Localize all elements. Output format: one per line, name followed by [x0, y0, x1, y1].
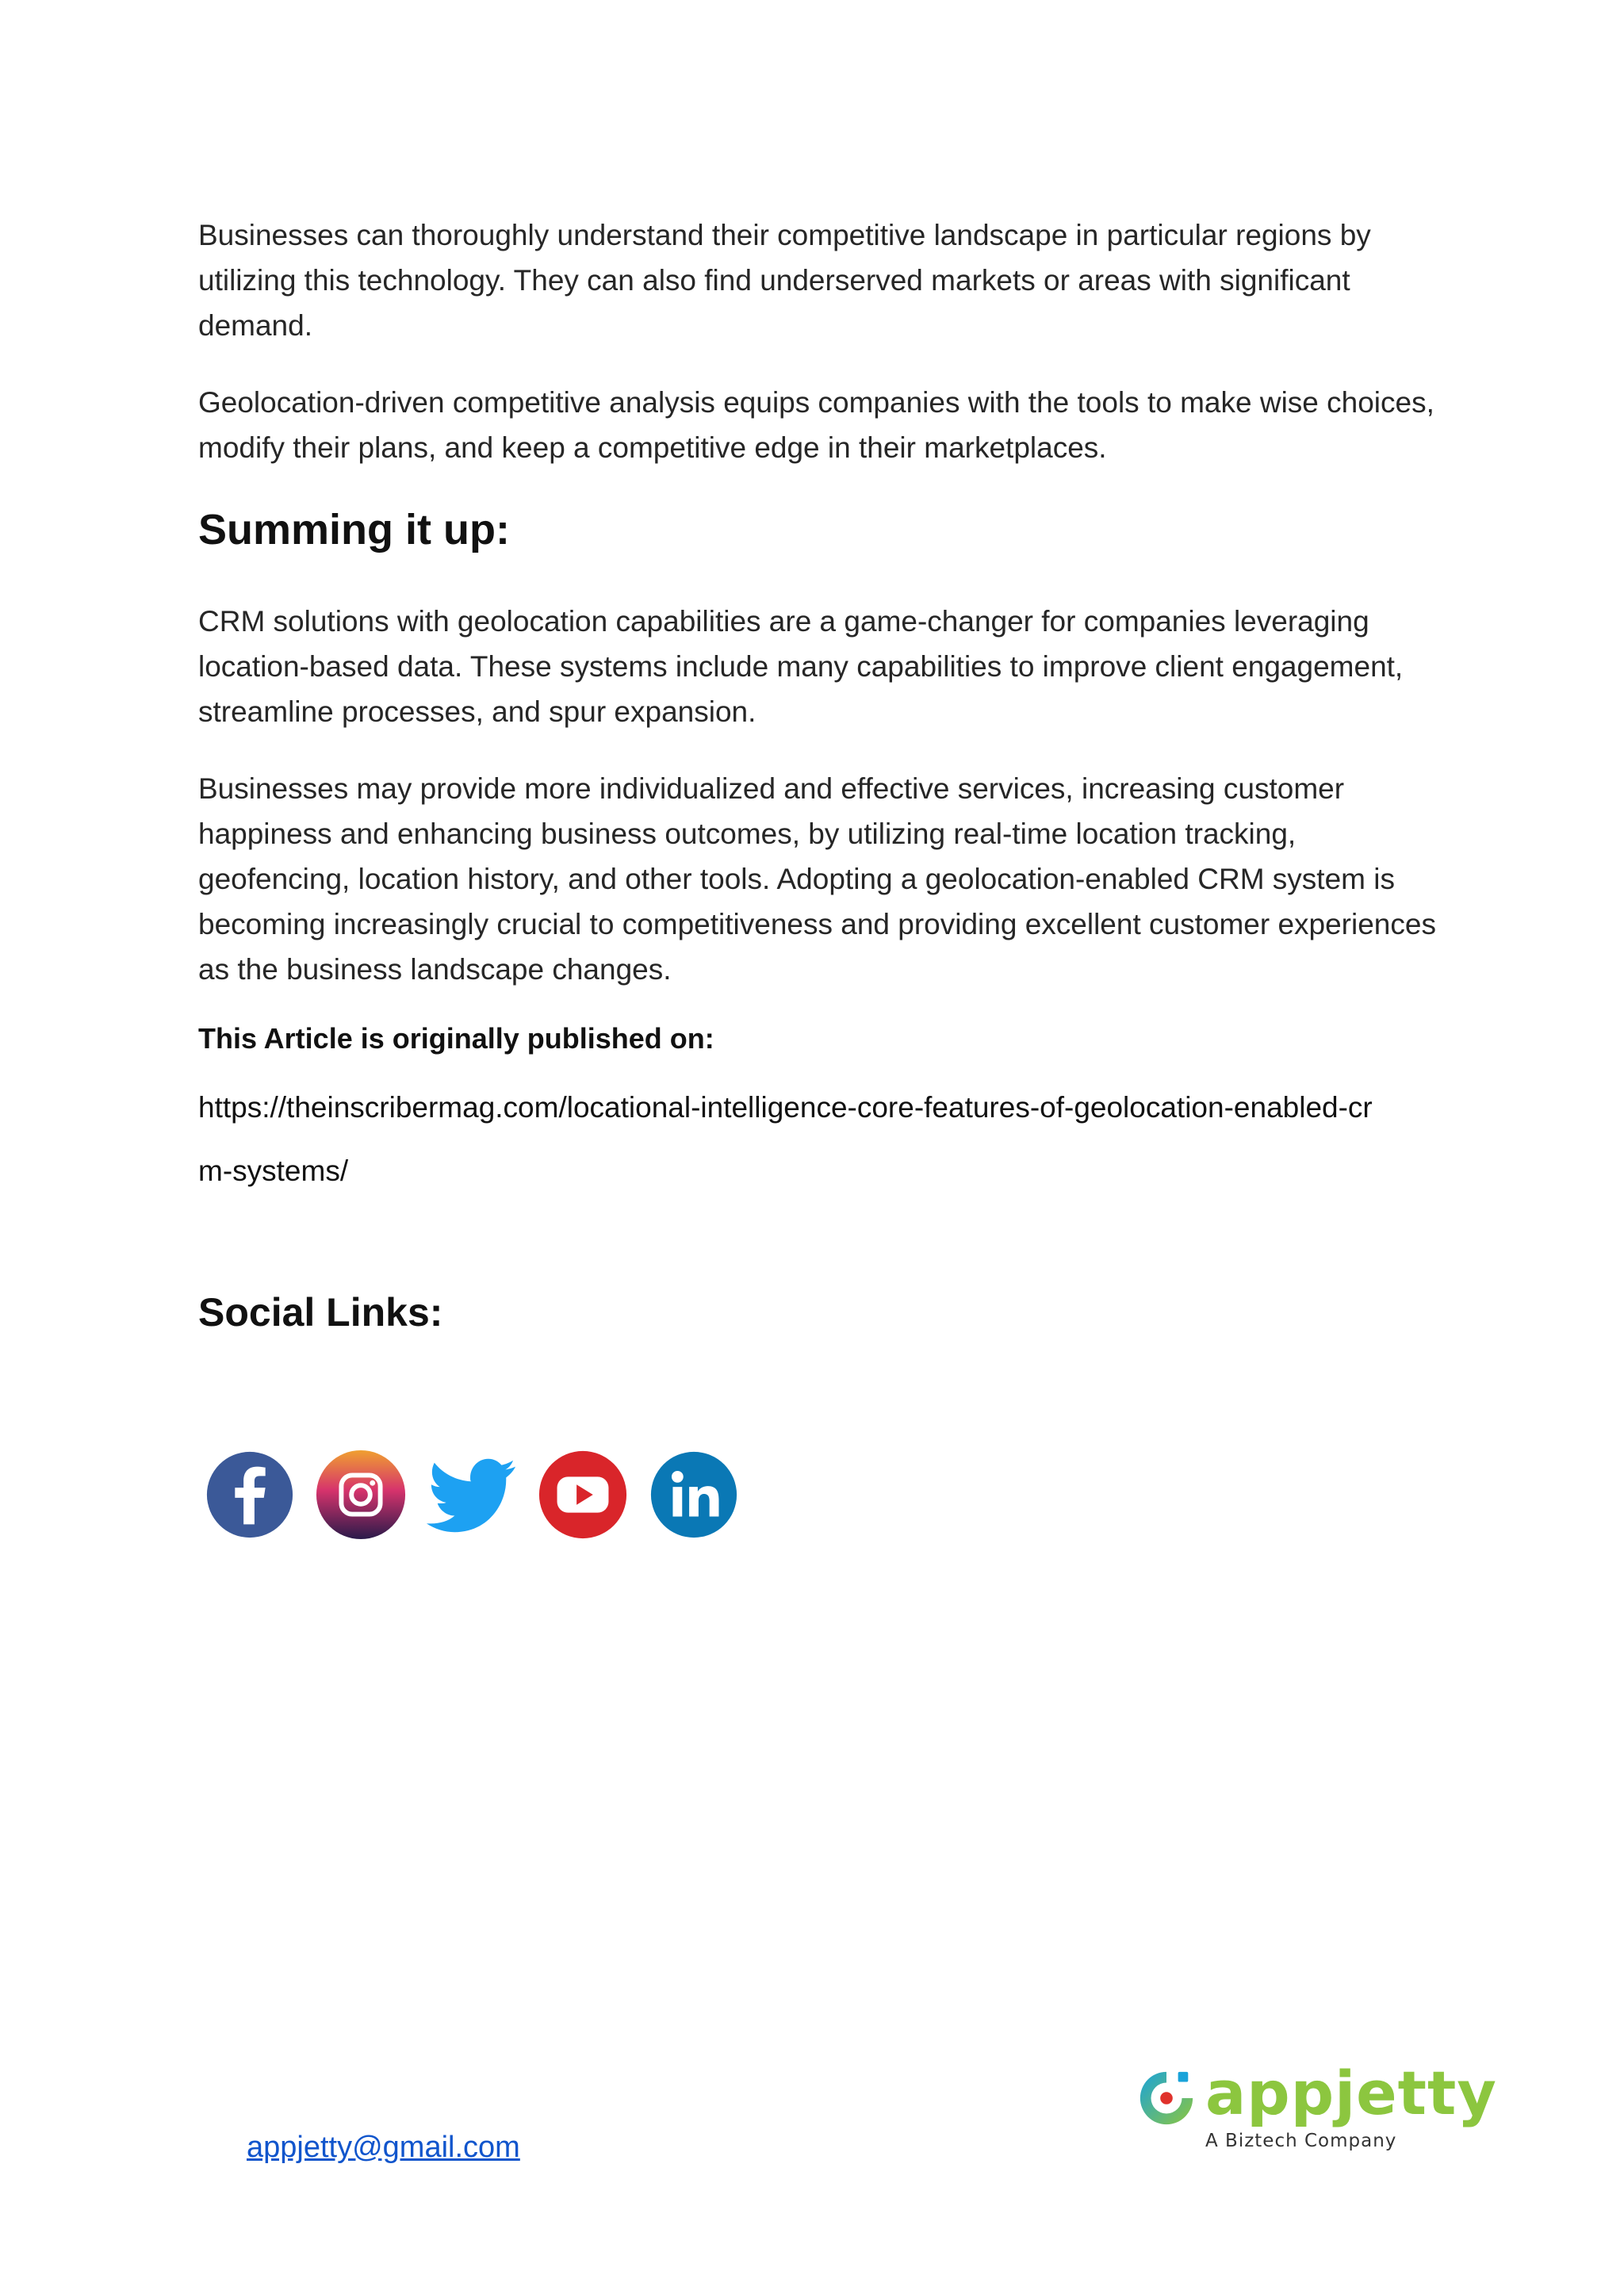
- published-url-link[interactable]: [198, 1076, 1451, 1203]
- article-body: [198, 213, 1451, 1336]
- heading-social-links: Social Links:: [198, 1290, 443, 1335]
- youtube-icon[interactable]: [536, 1448, 630, 1541]
- paragraph-competitive-analysis: Geolocation-driven competitive analysis equips companies with the tools to make wise choices, modify their plans, and keep a competitive edge in their marketplaces.: [198, 386, 1434, 464]
- appjetty-logo-tagline: A Biztech Company: [1205, 2131, 1397, 2151]
- paragraph-competitive-landscape: Businesses can thoroughly understand their competitive landscape in particular regions by utilizing this technology. They can also find underserved markets or areas with significant demand.: [198, 219, 1371, 342]
- published-url-line-1[interactable]: https://theinscribermag.com/locational-intelligence-core-features-of-geolocation-enabled-cr: [198, 1091, 1373, 1124]
- heading-summing-it-up: Summing it up:: [198, 506, 510, 553]
- published-url-line-2[interactable]: m-systems/: [198, 1155, 349, 1187]
- paragraph-businesses-services: Businesses may provide more individualized and effective services, increasing customer happiness and enhancing business outcomes, by utilizing real-time location tracking, geofencing, location history, and other tools. Adopting a geolocation-enabled CRM system is becoming increasingly crucial to competitiveness and providing excellent customer experiences as the business landscape changes.: [198, 772, 1436, 986]
- twitter-icon[interactable]: [425, 1448, 519, 1541]
- facebook-icon[interactable]: [203, 1448, 297, 1541]
- appjetty-logo-mark-icon: [1136, 2067, 1197, 2129]
- footer-email-link[interactable]: appjetty@gmail.com: [247, 2131, 520, 2164]
- instagram-icon[interactable]: [314, 1448, 408, 1541]
- paragraph-crm-geolocation: CRM solutions with geolocation capabilities are a game-changer for companies leveraging location-based data. These systems include many capabilities to improve client engagement, streamline processes, and spur expansion.: [198, 605, 1404, 728]
- social-links-row: [203, 1448, 741, 1541]
- appjetty-logo: [1136, 2058, 1497, 2153]
- linkedin-icon[interactable]: [647, 1448, 741, 1541]
- published-label: This Article is originally published on:: [198, 1022, 714, 1055]
- appjetty-logo-word: appjetty: [1205, 2058, 1497, 2128]
